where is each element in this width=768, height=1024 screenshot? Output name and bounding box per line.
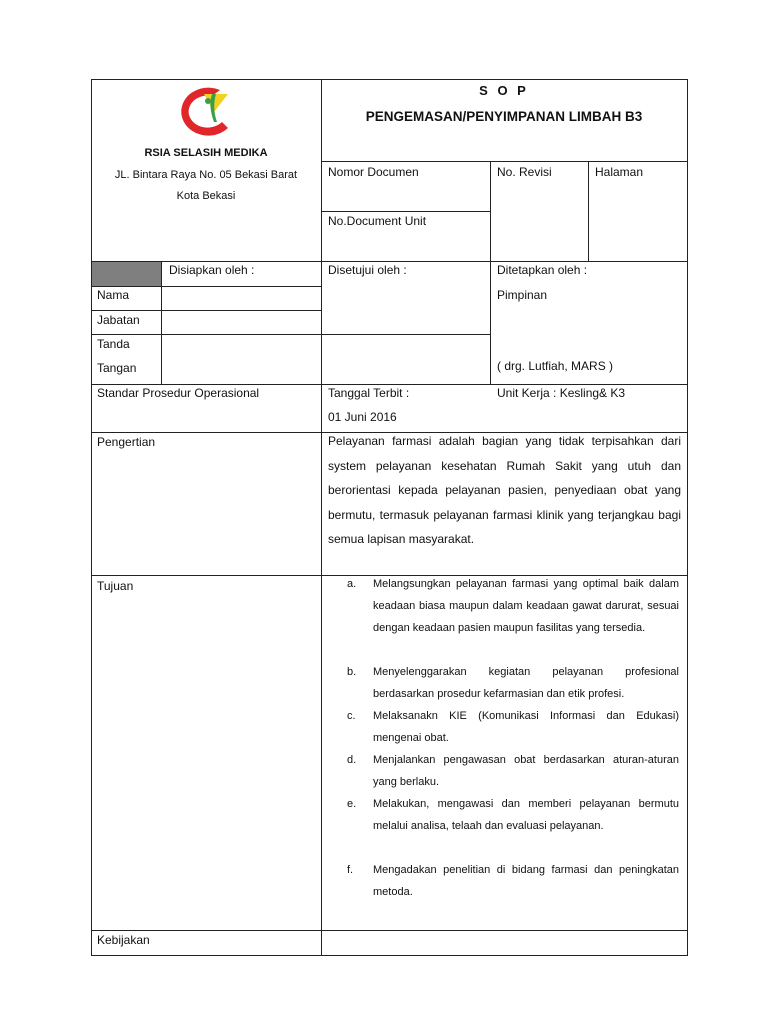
list-marker: e.	[347, 798, 357, 810]
list-marker: d.	[347, 754, 357, 766]
row-divider-tujuan-end	[91, 930, 687, 931]
tanggal-terbit-label: Tanggal Terbit :	[328, 386, 410, 400]
gray-corner-cell	[92, 262, 161, 286]
row-divider-jabatan	[91, 310, 321, 311]
list-item	[347, 705, 679, 749]
list-text: Menjalankan pengawasan obat berdasarkan aturan-aturan yang berlaku.	[373, 754, 679, 788]
jabatan-label: Jabatan	[97, 313, 140, 327]
pimpinan-text: Pimpinan	[497, 288, 548, 302]
tujuan-label: Tujuan	[97, 579, 134, 593]
signatory-name: ( drg. Lutfiah, MARS )	[497, 359, 614, 373]
hospital-address-line1: JL. Bintara Raya No. 05 Bekasi Barat	[114, 169, 298, 181]
halaman-label: Halaman	[595, 165, 644, 179]
table-border-bottom	[91, 955, 688, 956]
list-marker: f.	[347, 864, 354, 876]
tanggal-terbit-value: 01 Juni 2016	[328, 410, 397, 424]
pengertian-text: Pelayanan farmasi adalah bagian yang tidak terpisahkan dari system pelayanan kesehatan Rumah Sakit yang utuh dan berorientasi kepada pelayanan pasien, penyediaan obat yang bermutu, termasuk pelayanan farmasi klinik yang terjangkau bagi semua lapisan masyarakat.	[328, 434, 681, 546]
tanda-label: Tanda	[97, 337, 130, 351]
row-divider-disetujui	[321, 334, 490, 335]
list-marker: b.	[347, 666, 357, 678]
row-divider-title	[321, 161, 687, 162]
list-text: Melakukan, mengawasi dan memberi pelayanan bermutu melalui analisa, telaah dan evaluasi pelayanan.	[373, 798, 679, 832]
col-divider-approval-labels	[161, 261, 162, 385]
nomor-documen-label: Nomor Documen	[328, 165, 419, 179]
nama-label: Nama	[97, 288, 130, 302]
list-marker: c.	[347, 710, 356, 722]
col-divider-revisi	[490, 161, 491, 385]
list-text: Menyelenggarakan kegiatan pelayanan profesional berdasarkan prosedur kefarmasian dan etik profesi.	[373, 666, 679, 700]
list-item	[347, 793, 679, 859]
standar-prosedur-label: Standar Prosedur Operasional	[97, 386, 260, 400]
hospital-address-line2: Kota Bekasi	[176, 190, 236, 202]
table-border-right	[687, 79, 688, 956]
kebijakan-label: Kebijakan	[97, 933, 150, 947]
table-border-top	[91, 79, 688, 80]
list-item	[347, 749, 679, 793]
list-item	[347, 573, 679, 661]
list-item	[347, 661, 679, 705]
disetujui-oleh-label: Disetujui oleh :	[328, 263, 407, 277]
hospital-logo-icon	[168, 82, 240, 140]
tangan-label: Tangan	[97, 361, 137, 375]
row-divider-tanda	[91, 334, 321, 335]
ditetapkan-oleh-label: Ditetapkan oleh :	[497, 263, 588, 277]
list-text: Melangsungkan pelayanan farmasi yang optimal baik dalam keadaan biasa maupun dalam keadaan gawat darurat, sesuai dengan keadaan pasien maupun fasilitas yang tersedia.	[373, 578, 679, 634]
document-unit-label: No.Document Unit	[328, 214, 427, 228]
no-revisi-label: No. Revisi	[497, 165, 552, 179]
col-divider-halaman	[588, 161, 589, 261]
list-item	[347, 859, 679, 903]
hospital-name: RSIA SELASIH MEDIKA	[144, 147, 268, 159]
pengertian-label: Pengertian	[97, 435, 156, 449]
list-text: Melaksanakn KIE (Komunikasi Informasi dan Edukasi) mengenai obat.	[373, 710, 679, 744]
table-border-left	[91, 79, 92, 956]
unit-kerja-text: Unit Kerja : Kesling& K3	[497, 386, 626, 400]
sop-label: S O P	[479, 83, 529, 98]
document-title: PENGEMASAN/PENYIMPANAN LIMBAH B3	[365, 109, 643, 124]
row-divider-docunit	[321, 211, 490, 212]
list-text: Mengadakan penelitian di bidang farmasi dan peningkatan metoda.	[373, 864, 679, 898]
list-marker: a.	[347, 578, 357, 590]
disiapkan-oleh-label: Disiapkan oleh :	[169, 263, 255, 277]
